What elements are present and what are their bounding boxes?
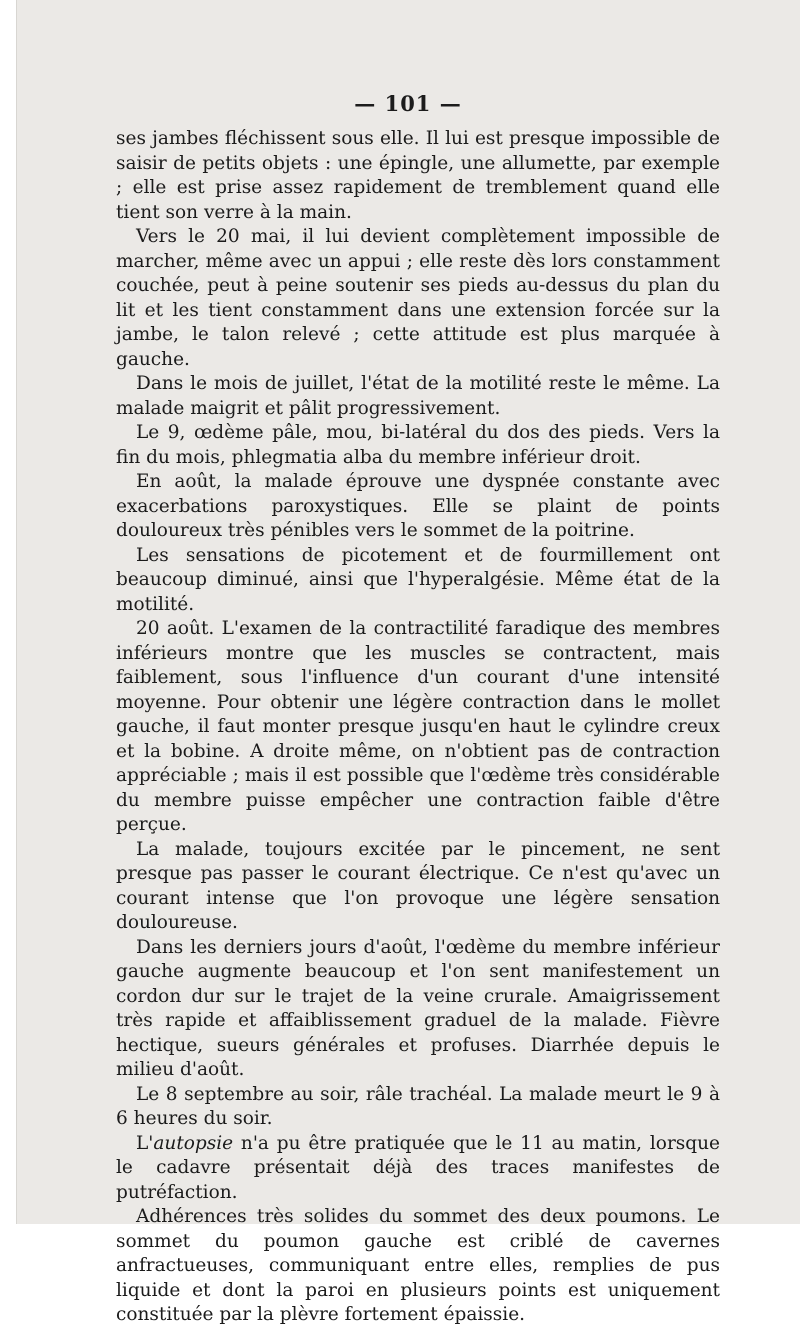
autopsie-italic: autopsie [153, 1132, 234, 1154]
paragraph-3: Dans le mois de juillet, l'état de la motilité reste le même. La malade maigrit et pâlit progressivement. [116, 373, 720, 419]
paragraph-6: Les sensations de picotement et de fourmillement ont beaucoup diminué, ainsi que l'hyperalgésie. Même état de la motilité. [116, 544, 720, 615]
paragraph-11 [116, 1132, 720, 1206]
paragraph-5: En août, la malade éprouve une dyspnée constante avec exacerbations paroxystiques. Elle se plaint de points douloureux très pénibles vers le sommet de la poitrine. [116, 471, 720, 541]
paragraph-7: 20 août. L'examen de la contractilité faradique des membres inférieurs montre que les muscles se contractent, mais faiblement, sous l'influence d'un courant d'une intensité moyenne. Pour obtenir une légère contraction dans le mollet gauche, il faut monter presque jusqu'en haut le cylindre creux et la bobine. A droite même, on n'obtient pas de contraction appréciable ; mais il est possible que l'œdème très considérable du membre puisse empêcher une contraction faible d'être perçue. [116, 618, 720, 835]
paragraph-10: Le 8 septembre au soir, râle trachéal. La malade meurt le 9 à 6 heures du soir. [116, 1083, 720, 1129]
paragraph-4: Le 9, œdème pâle, mou, bi-latéral du dos des pieds. Vers la fin du mois, phlegmatia alba du membre inférieur droit. [116, 422, 720, 468]
autopsie-rest: n'a pu être pratiquée que le 11 au matin, lorsque le cadavre présentait déjà des traces manifestes de putréfaction. [116, 1132, 720, 1203]
page-number: — 101 — [354, 91, 462, 116]
book-page [16, 0, 800, 1325]
paragraph-1: ses jambes fléchissent sous elle. Il lui est presque impossible de saisir de petits objets : une épingle, une allumette, par exemple ; elle est prise assez rapidement de tremblement quand elle tient son verre à la main. [116, 128, 720, 223]
paragraph-9: Dans les derniers jours d'août, l'œdème du membre inférieur gauche augmente beaucoup et l'on sent manifestement un cordon dur sur le trajet de la veine crurale. Amaigrissement très rapide et affaiblissement graduel de la malade. Fièvre hectique, sueurs générales et profuses. Diarrhée depuis le milieu d'août. [116, 936, 720, 1080]
body-text [116, 127, 720, 1328]
paragraph-8: La malade, toujours excitée par le pincement, ne sent presque pas passer le courant électrique. Ce n'est qu'avec un courant intense que l'on provoque une légère sensation douloureuse. [116, 838, 720, 933]
autopsie-prefix: L' [136, 1132, 154, 1154]
paragraph-2: Vers le 20 mai, il lui devient complètement impossible de marcher, même avec un appui ; elle reste dès lors constamment couchée, peut à peine soutenir ses pieds au-dessus du plan du lit et les tient constamment dans une extension forcée sur la jambe, le talon relevé ; cette attitude est plus marquée à gauche. [116, 226, 720, 370]
paragraph-12: Adhérences très solides du sommet des deux poumons. Le sommet du poumon gauche est criblé de cavernes anfractueuses, communiquant entre elles, remplies de pus liquide et dont la paroi en plusieurs points est uniquement constituée par la plèvre fortement épaissie. [116, 1206, 720, 1325]
